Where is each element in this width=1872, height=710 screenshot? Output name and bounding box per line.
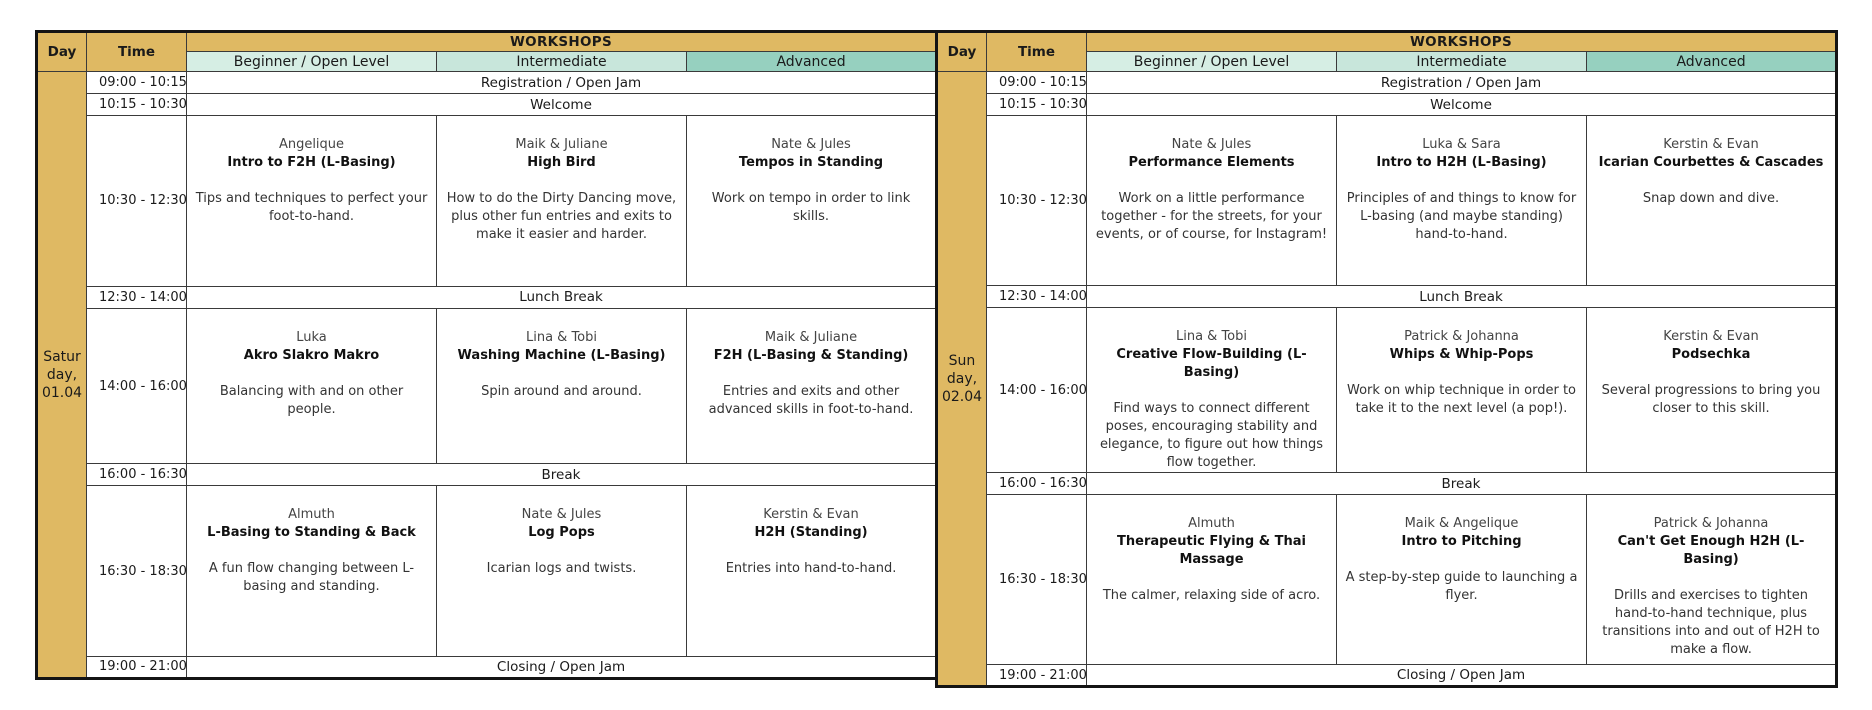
workshop-title: Log Pops (528, 525, 595, 541)
workshop-block1-advanced (687, 116, 937, 287)
workshop-title: Therapeutic Flying & Thai Massage (1117, 534, 1306, 567)
advanced-level-header: Advanced (1587, 52, 1837, 72)
workshop-title: High Bird (527, 155, 596, 171)
workshop-block3-advanced (687, 486, 937, 657)
time-cell: 19:00 - 21:00 (987, 665, 1087, 687)
time-cell: 16:30 - 18:30 (987, 495, 1087, 665)
block3-row (937, 495, 1837, 665)
workshop-block2-advanced (687, 308, 937, 463)
workshop-description: Entries and exits and other advanced skills in foot-to-hand. (708, 383, 914, 417)
time-cell: 09:00 - 10:15 (87, 72, 187, 94)
workshop-title: L-Basing to Standing & Back (207, 525, 416, 541)
day-label-line-2: day, (46, 366, 78, 383)
workshop-block3-intermediate (437, 486, 687, 657)
workshop-description: The calmer, relaxing side of acro. (1102, 588, 1321, 603)
workshop-instructors: Nate & Jules (771, 137, 851, 153)
time-header: Time (87, 32, 187, 72)
workshop-description: How to do the Dirty Dancing move, plus other fun entries and exits to make it easier and harder. (446, 191, 677, 243)
day-label-line-2: day, (946, 370, 978, 387)
workshop-block2-advanced (1587, 308, 1837, 473)
workshop-instructors: Almuth (288, 507, 335, 523)
workshop-description: A step-by-step guide to launching a flyer. (1345, 570, 1578, 603)
workshop-instructors: Luka & Sara (1422, 137, 1501, 152)
workshop-description: Drills and exercises to tighten hand-to-hand technique, plus transitions into and out of H2H to make a flow. (1602, 588, 1820, 657)
workshop-title: Can't Get Enough H2H (L-Basing) (1617, 534, 1805, 567)
time-cell: 19:00 - 21:00 (87, 656, 187, 678)
time-cell: 10:15 - 10:30 (987, 94, 1087, 116)
workshop-description: Work on tempo in order to link skills. (711, 191, 911, 225)
welcome-cell: Welcome (1087, 94, 1837, 116)
time-cell: 16:00 - 16:30 (987, 473, 1087, 495)
workshop-title: Performance Elements (1128, 155, 1295, 170)
day-label-line-3: 01.04 (41, 384, 83, 401)
lunch-break-row (937, 286, 1837, 308)
registration-cell: Registration / Open Jam (1087, 72, 1837, 94)
workshop-description: Tips and techniques to perfect your foot-to-hand. (195, 191, 428, 225)
workshop-instructors: Nate & Jules (521, 507, 602, 523)
time-cell: 14:00 - 16:00 (987, 308, 1087, 473)
workshop-block2-beginner (187, 308, 437, 463)
welcome-cell: Welcome (187, 94, 937, 116)
registration-row (37, 72, 937, 94)
workshop-block3-beginner (187, 486, 437, 657)
workshop-title: H2H (Standing) (754, 525, 868, 541)
workshop-instructors: Lina & Tobi (1175, 329, 1247, 344)
workshop-block2-beginner (1087, 308, 1337, 473)
workshop-title: Creative Flow-Building (L-Basing) (1116, 347, 1307, 380)
workshop-block1-beginner (1087, 116, 1337, 286)
workshop-description: Icarian logs and twists. (486, 561, 637, 577)
workshop-instructors: Luka (296, 329, 327, 345)
workshop-block1-intermediate (437, 116, 687, 287)
lunch-break-row (37, 286, 937, 308)
block2-row (937, 308, 1837, 473)
break-row (37, 464, 937, 486)
day-label (937, 72, 987, 687)
workshop-instructors: Maik & Angelique (1404, 516, 1519, 531)
beginner-level-header: Beginner / Open Level (1087, 52, 1337, 72)
workshop-description: Work on a little performance together - for the streets, for your events, or of course, for Instagram! (1095, 191, 1328, 242)
registration-row (937, 72, 1837, 94)
intermediate-level-header: Intermediate (437, 52, 687, 72)
workshop-block1-beginner (187, 116, 437, 287)
advanced-level-header: Advanced (687, 52, 937, 72)
time-cell: 12:30 - 14:00 (987, 286, 1087, 308)
break-row (937, 473, 1837, 495)
time-cell: 10:30 - 12:30 (987, 116, 1087, 286)
workshop-description: Snap down and dive. (1642, 191, 1780, 206)
workshops-header: WORKSHOPS (187, 32, 937, 52)
workshop-instructors: Kerstin & Evan (763, 507, 859, 523)
workshop-title: F2H (L-Basing & Standing) (713, 347, 909, 363)
workshop-title: Intro to H2H (L-Basing) (1376, 155, 1547, 170)
closing-cell: Closing / Open Jam (187, 656, 937, 678)
day-header: Day (37, 32, 87, 72)
time-cell: 14:00 - 16:00 (87, 308, 187, 463)
time-cell: 16:00 - 16:30 (87, 464, 187, 486)
workshop-description: Spin around and around. (481, 383, 642, 399)
workshop-instructors: Maik & Juliane (515, 137, 608, 153)
block2-row (37, 308, 937, 463)
workshop-title: Washing Machine (L-Basing) (457, 347, 666, 363)
workshop-instructors: Kerstin & Evan (1663, 137, 1759, 152)
welcome-row (937, 94, 1837, 116)
workshop-title: Intro to Pitching (1401, 534, 1522, 549)
workshop-block2-intermediate (437, 308, 687, 463)
lunch-break-cell: Lunch Break (1087, 286, 1837, 308)
closing-cell: Closing / Open Jam (1087, 665, 1837, 687)
lunch-break-cell: Lunch Break (187, 286, 937, 308)
time-cell: 10:15 - 10:30 (87, 94, 187, 116)
workshop-instructors: Nate & Jules (1171, 137, 1252, 152)
day-header: Day (937, 32, 987, 72)
workshop-instructors: Patrick & Johanna (1404, 329, 1519, 344)
workshop-instructors: Maik & Juliane (764, 329, 858, 345)
workshop-title: Tempos in Standing (738, 155, 884, 171)
block3-row (37, 486, 937, 657)
beginner-level-header: Beginner / Open Level (187, 52, 437, 72)
registration-cell: Registration / Open Jam (187, 72, 937, 94)
header-row (937, 32, 1837, 52)
workshop-description: A fun flow changing between L-basing and standing. (208, 561, 415, 595)
workshops-header: WORKSHOPS (1087, 32, 1837, 52)
workshop-description: Find ways to connect different poses, encouraging stability and elegance, to figure out how things flow together. (1099, 401, 1324, 470)
header-row (37, 32, 937, 52)
block1-row (937, 116, 1837, 286)
workshop-description: Entries into hand-to-hand. (725, 561, 897, 577)
workshop-block2-intermediate (1337, 308, 1587, 473)
workshop-block1-intermediate (1337, 116, 1587, 286)
workshop-description: Principles of and things to know for L-basing (and maybe standing) hand-to-hand. (1346, 191, 1577, 242)
time-cell: 10:30 - 12:30 (87, 116, 187, 287)
break-cell: Break (1087, 473, 1837, 495)
workshop-block3-advanced (1587, 495, 1837, 665)
block1-row (37, 116, 937, 287)
day-label-line-3: 02.04 (941, 388, 983, 405)
workshop-description: Balancing with and on other people. (219, 383, 404, 417)
break-cell: Break (187, 464, 937, 486)
workshop-description: Work on whip technique in order to take it to the next level (a pop!). (1346, 383, 1577, 416)
time-cell: 09:00 - 10:15 (987, 72, 1087, 94)
workshop-description: Several progressions to bring you closer to this skill. (1601, 383, 1821, 416)
welcome-row (37, 94, 937, 116)
closing-row (37, 656, 937, 678)
workshop-block3-intermediate (1337, 495, 1587, 665)
day-label-line-1: Sun (948, 352, 976, 369)
workshop-instructors: Lina & Tobi (525, 329, 597, 345)
workshop-instructors: Patrick & Johanna (1653, 516, 1769, 531)
workshop-instructors: Angelique (278, 137, 345, 153)
workshop-title: Icarian Courbettes & Cascades (1598, 155, 1824, 170)
workshop-title: Akro Slakro Makro (243, 347, 380, 363)
workshop-instructors: Almuth (1188, 516, 1235, 531)
intermediate-level-header: Intermediate (1337, 52, 1587, 72)
workshop-instructors: Kerstin & Evan (1663, 329, 1759, 344)
time-cell: 16:30 - 18:30 (87, 486, 187, 657)
schedule-table-day-2 (935, 30, 1838, 688)
day-label (37, 72, 87, 679)
time-header: Time (987, 32, 1087, 72)
workshop-title: Intro to F2H (L-Basing) (227, 155, 396, 171)
closing-row (937, 665, 1837, 687)
workshop-title: Whips & Whip-Pops (1389, 347, 1534, 362)
workshop-block3-beginner (1087, 495, 1337, 665)
workshop-title: Podsechka (1671, 347, 1751, 362)
time-cell: 12:30 - 14:00 (87, 286, 187, 308)
day-label-line-1: Satur (43, 348, 81, 365)
schedule-table-day-1 (35, 30, 938, 680)
workshop-block1-advanced (1587, 116, 1837, 286)
